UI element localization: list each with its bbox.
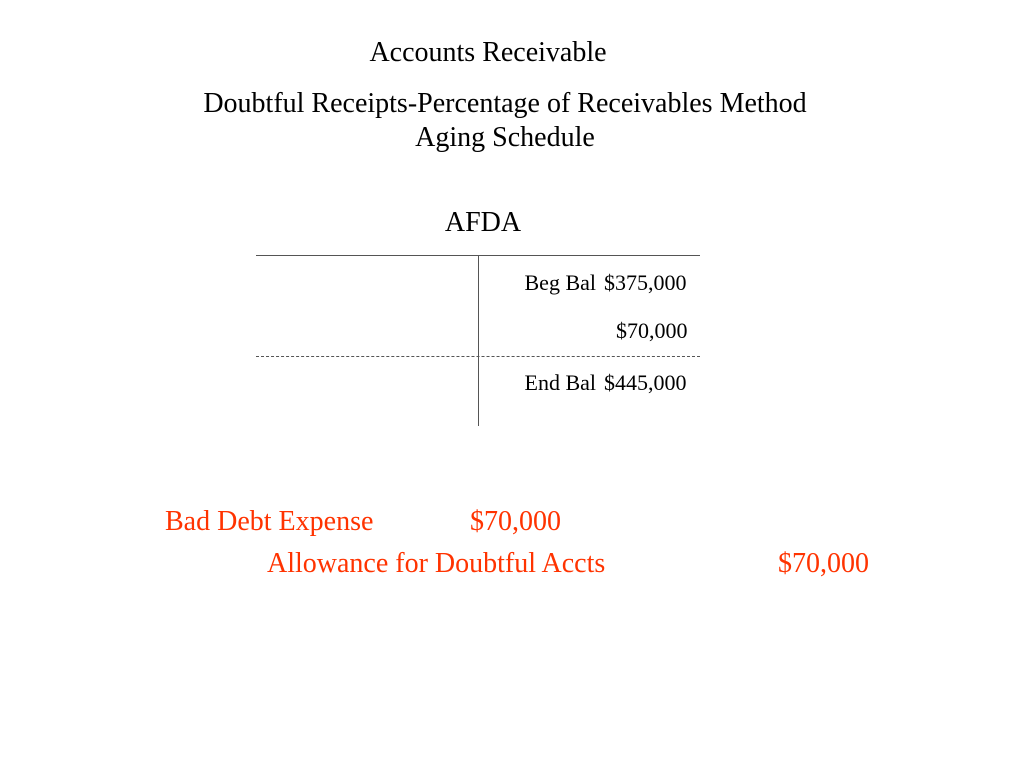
beg-bal-amount: $375,000 (604, 270, 687, 295)
journal-debit-amount: $70,000 (470, 506, 561, 537)
subtitle-method: Doubtful Receipts-Percentage of Receivables Method (203, 88, 807, 119)
end-bal-label: End Bal (524, 370, 596, 395)
end-bal-amount: $445,000 (604, 370, 687, 395)
journal-credit-amount: $70,000 (778, 548, 869, 579)
journal-credit-account: Allowance for Doubtful Accts (267, 548, 606, 579)
t-account-title: AFDA (444, 207, 522, 238)
slide-subtitle (0, 87, 1010, 155)
subtitle-schedule: Aging Schedule (415, 122, 595, 153)
t-account-center-rule (478, 256, 479, 426)
slide-title: Accounts Receivable (369, 37, 607, 68)
beg-bal-label: Beg Bal (524, 270, 596, 295)
t-account-total-rule (256, 356, 700, 357)
journal-debit-account: Bad Debt Expense (165, 506, 374, 537)
adjustment-amount: $70,000 (616, 318, 688, 343)
